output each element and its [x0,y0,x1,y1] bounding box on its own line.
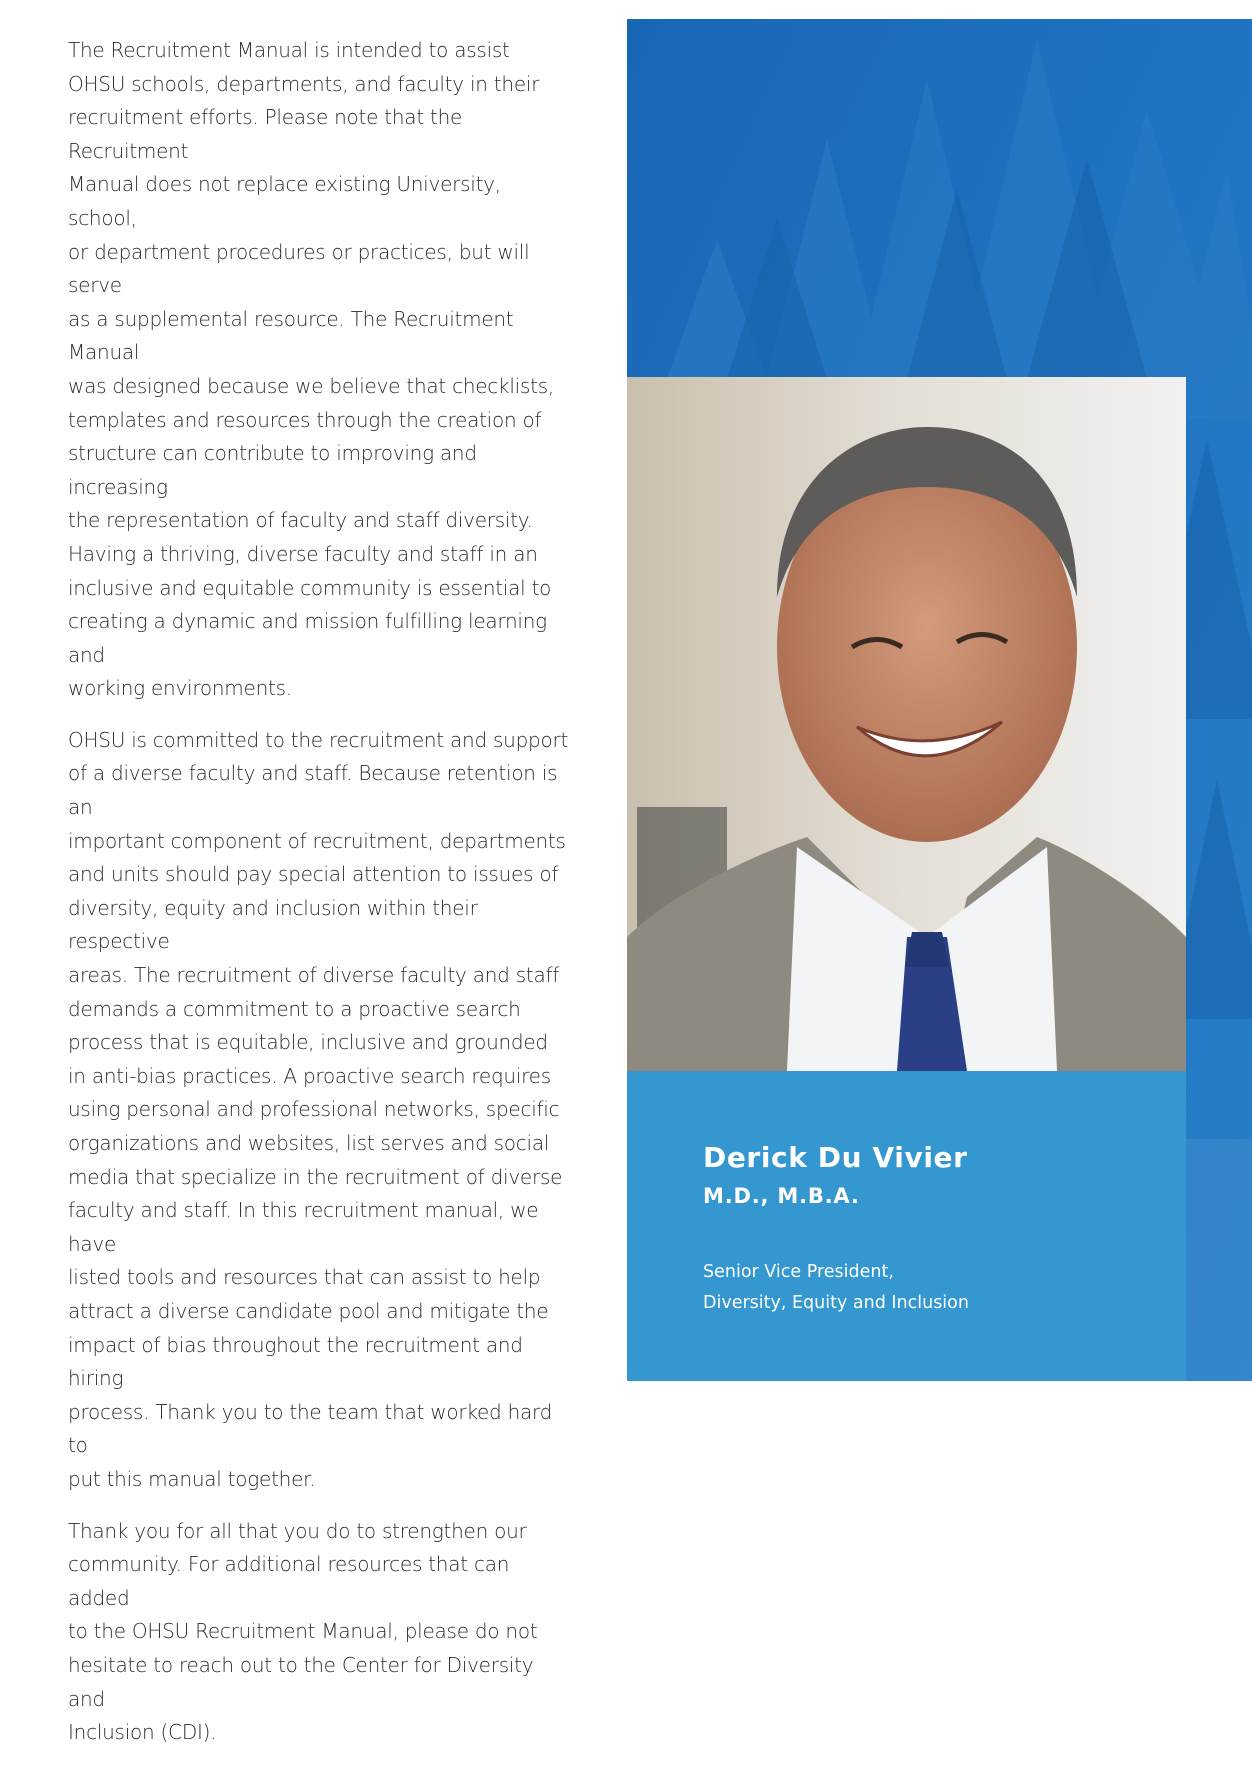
profile-panel [627,19,1252,1381]
letter-body [68,34,574,1768]
profile-credentials: M.D., M.B.A. [703,1184,860,1208]
portrait-illustration [627,377,1186,1071]
portrait-photo [627,377,1186,1071]
paragraph-intro: The Recruitment Manual is intended to assist OHSU schools, departments, and faculty in their recruitment efforts. Please note that the Recruitment Manual does not replace existing University, school, or department procedures or practices, but will serve as a supplemental resource. The Recruitment Manual was designed because we believe that checklists, templates and resources through the creation of structure can contribute to improving and increasing the representation of faculty and staff diversity. Having a thriving, diverse faculty and staff in an inclusive and equitable community is essential to creating a dynamic and mission fulfilling learning and working environments. [68,38,555,701]
profile-title: Senior Vice President, Diversity, Equity and Inclusion [703,1262,969,1313]
profile-name: Derick Du Vivier [703,1141,968,1174]
paragraph-thanks: Thank you for all that you do to strengthen our community. For additional resources that can added to the OHSU Recruitment Manual, please do not hesitate to reach out to the Center for Diversity and Inclusion (CDI). [68,1518,538,1745]
paragraph-commitment: OHSU is committed to the recruitment and support of a diverse faculty and staff. Because retention is an important component of recruitment, departments and units should pay special attention to issues of diversity, equity and inclusion within their respective areas. The recruitment of diverse faculty and staff demands a commitment to a proactive search process that is equitable, inclusive and grounded in anti-bias practices. A proactive search requires using personal and professional networks, specific organizations and websites, list serves and social media that specialize in the recruitment of diverse faculty and staff. In this recruitment manual, we have listed tools and resources that can assist to help attract a diverse candidate pool and mitigate the impact of bias throughout the recruitment and hiring process. Thank you to the team that worked hard to put this manual together. [68,727,569,1491]
name-card [627,1071,1186,1381]
